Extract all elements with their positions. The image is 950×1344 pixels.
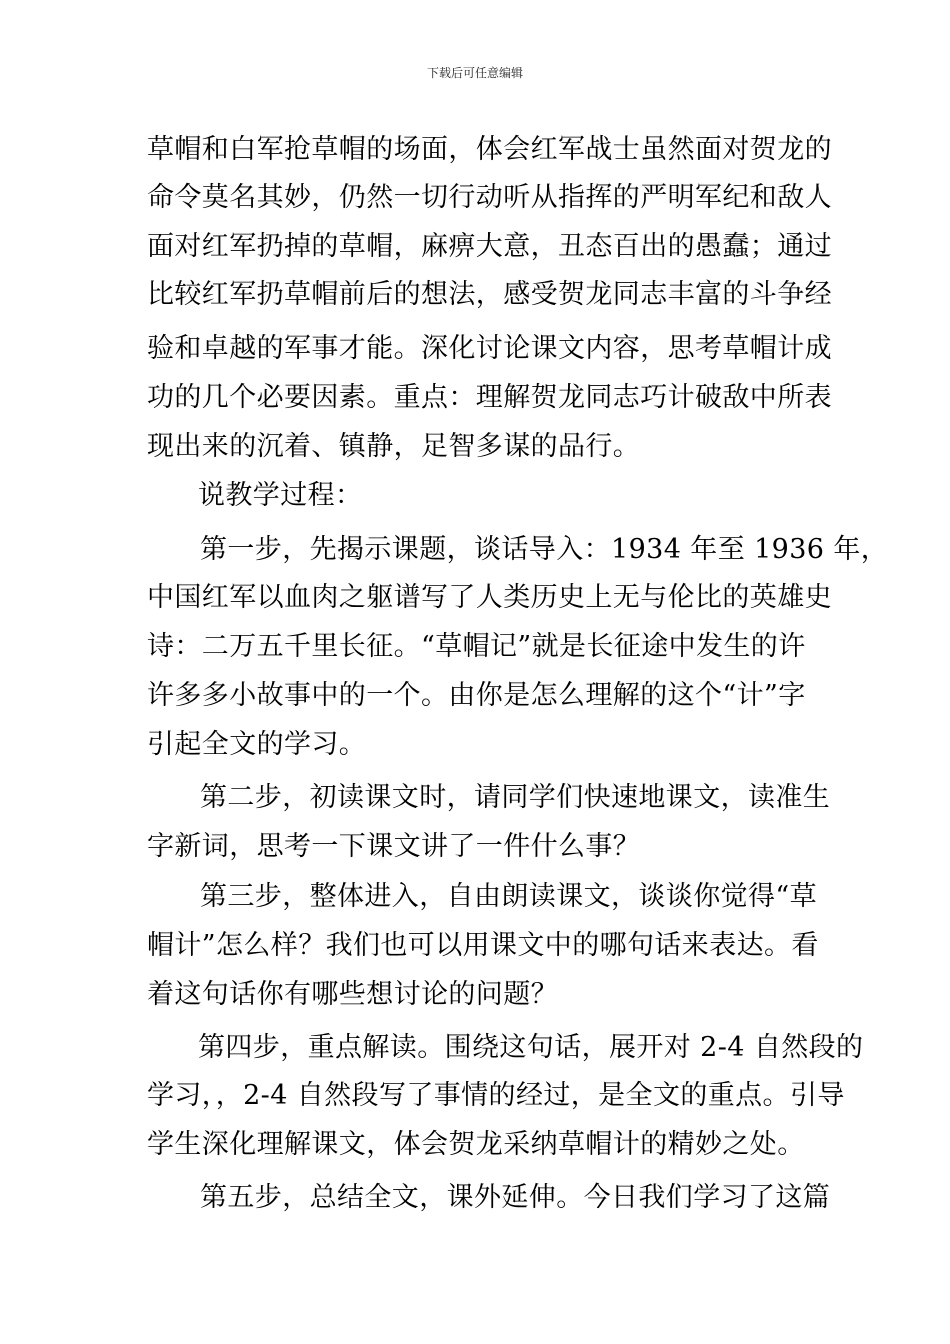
section-heading: 说教学过程： (198, 480, 363, 511)
text-line: 第一步，先揭示课题，谈话导入：1934 年至 1936 年， (200, 534, 889, 565)
text-line: 命令莫名其妙，仍然一切行动听从指挥的严明军纪和敌人 (147, 182, 832, 213)
text-line: 引起全文的学习。 (147, 729, 367, 760)
text-line: 学生深化理解课文，体会贺龙采纳草帽计的精妙之处。 (147, 1129, 805, 1160)
text-line: 中国红军以血肉之躯谱写了人类历史上无与伦比的英雄史 (147, 582, 832, 613)
text-line: 第二步，初读课文时，请同学们快速地课文，读准生 (200, 782, 831, 813)
text-line: 诗：二万五千里长征。“草帽记”就是长征途中发生的许 (147, 631, 806, 662)
text-line: 帽计”怎么样？我们也可以用课文中的哪句话来表达。看 (147, 930, 819, 961)
text-line: 功的几个必要因素。重点：理解贺龙同志巧计破敌中所表 (147, 382, 832, 413)
page-header: 下载后可任意编辑 (426, 66, 523, 80)
text-line: 第四步，重点解读。围绕这句话，展开对 2-4 自然段的 (198, 1032, 864, 1063)
text-line: 许多多小故事中的一个。由你是怎么理解的这个“计”字 (147, 680, 806, 711)
text-line: 着这句话你有哪些想讨论的问题？ (147, 979, 558, 1010)
text-line: 比较红军扔草帽前后的想法，感受贺龙同志丰富的斗争经 (147, 279, 832, 310)
text-line: 面对红军扔掉的草帽，麻痹大意，丑态百出的愚蠢；通过 (147, 231, 832, 262)
text-line: 学习，，2-4 自然段写了事情的经过，是全文的重点。引导 (147, 1080, 845, 1111)
text-line: 第五步，总结全文，课外延伸。今日我们学习了这篇 (200, 1182, 831, 1213)
text-line: 验和卓越的军事才能。深化讨论课文内容，思考草帽计成 (147, 333, 832, 364)
text-line: 现出来的沉着、镇静，足智多谋的品行。 (147, 431, 641, 462)
text-line: 第三步，整体进入，自由朗读课文，谈谈你觉得“草 (200, 881, 818, 912)
text-line: 草帽和白军抢草帽的场面，体会红军战士虽然面对贺龙的 (147, 134, 832, 165)
text-line: 字新词，思考一下课文讲了一件什么事？ (147, 831, 641, 862)
